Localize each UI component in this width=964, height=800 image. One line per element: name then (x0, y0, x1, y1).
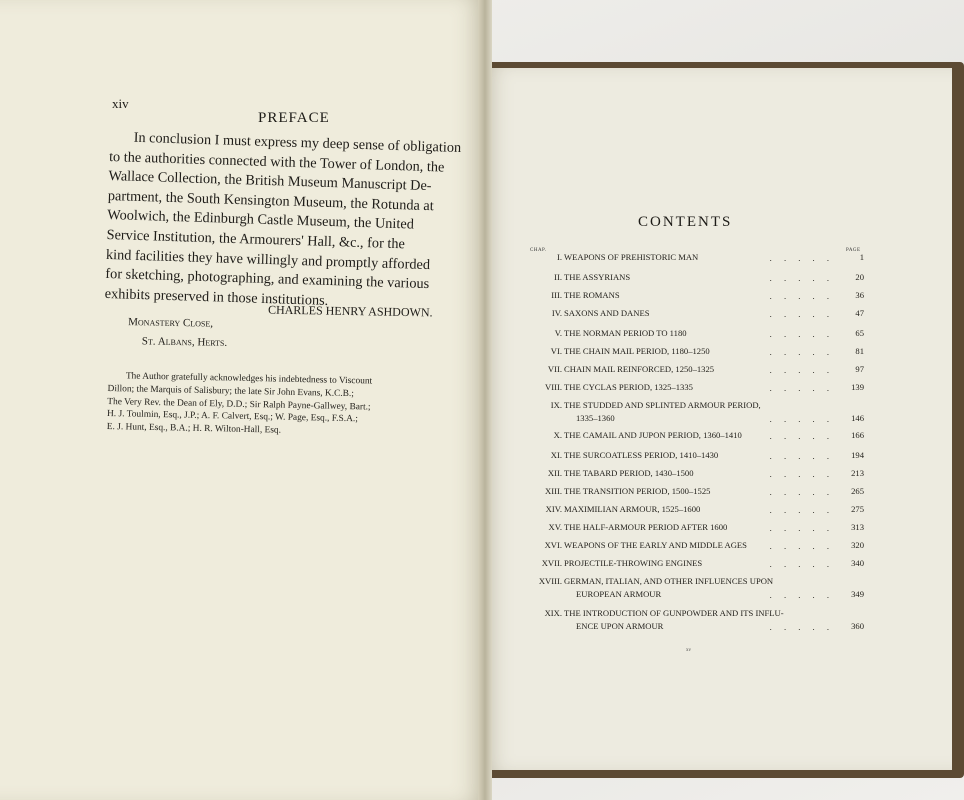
preface-line: Service Institution, the Armourers' Hall, &c., for the (106, 226, 406, 253)
preface-line: Wallace Collection, the British Museum Manuscript De- (108, 168, 432, 195)
chapter-page: 349 (851, 589, 864, 599)
chapter-number: X. (553, 430, 562, 440)
chapter-page: 360 (851, 621, 864, 631)
chapter-title: PROJECTILE-THROWING ENGINES (564, 558, 703, 568)
chapter-page: 146 (851, 413, 864, 423)
chapter-title: THE INTRODUCTION OF GUNPOWDER AND ITS INFLU- (564, 608, 784, 618)
chapter-title: MAXIMILIAN ARMOUR, 1525–1600 (564, 504, 701, 514)
chapter-number: VIII. (545, 382, 562, 392)
chapter-number: IX. (550, 400, 562, 410)
preface-line: for sketching, photographing, and examining the various (105, 266, 430, 293)
chapter-page: 47 (855, 308, 864, 318)
chapter-title: THE CHAIN MAIL PERIOD, 1180–1250 (564, 346, 710, 356)
chapter-page: 97 (855, 364, 864, 374)
leader-dots: . . . . . (769, 365, 834, 375)
chapter-number: XVII. (541, 558, 562, 568)
acknowledgement-line: The Very Rev. the Dean of Ely, D.D.; Sir Ralph Payne-Gallwey, Bart.; (107, 396, 371, 413)
chapter-page: 1 (859, 252, 864, 262)
preface-line: kind facilities they have willingly and promptly afforded (105, 246, 431, 273)
author-signature: CHARLES HENRY ASHDOWN. (267, 302, 433, 320)
leader-dots: . . . . . (769, 309, 834, 319)
page-label: PAGE (846, 248, 861, 253)
chapter-title: GERMAN, ITALIAN, AND OTHER INFLUENCES UPON (564, 576, 774, 586)
chapter-title: THE HALF-ARMOUR PERIOD AFTER 1600 (564, 522, 728, 532)
preface-line: to the authorities connected with the Tower of London, the (108, 148, 445, 176)
author-address (128, 313, 228, 353)
chapter-number: V. (554, 328, 562, 338)
folio-number: xv (686, 648, 691, 653)
chapter-page: 81 (855, 346, 864, 356)
leader-dots: . . . . . (769, 541, 834, 551)
chapter-number: VII. (547, 364, 562, 374)
chapter-number: II. (554, 272, 562, 282)
preface-heading: PREFACE (258, 110, 330, 126)
chapter-number: XII. (547, 468, 562, 478)
chapter-page: 139 (851, 382, 864, 392)
leader-dots: . . . . . (769, 347, 834, 357)
leader-dots: . . . . . (769, 253, 834, 263)
acknowledgements (107, 370, 458, 441)
chapter-title: THE CYCLAS PERIOD, 1325–1335 (564, 382, 693, 392)
chapter-number: XIII. (545, 486, 562, 496)
leader-dots: . . . . . (769, 590, 834, 600)
leader-dots: . . . . . (769, 329, 834, 339)
preface-line: exhibits preserved in those institutions. (104, 285, 329, 309)
leader-dots: . . . . . (769, 505, 834, 515)
chapter-title: THE TABARD PERIOD, 1430–1500 (564, 468, 694, 478)
right-page (486, 68, 952, 770)
acknowledgement-line: The Author gratefully acknowledges his indebtedness to Viscount (125, 371, 373, 387)
chapter-title: EUROPEAN ARMOUR (576, 589, 662, 599)
address-line: Monastery Close, (128, 316, 214, 330)
chapter-number: IV. (551, 308, 562, 318)
chapter-title: THE SURCOATLESS PERIOD, 1410–1430 (564, 450, 719, 460)
book-gutter (478, 0, 492, 800)
leader-dots: . . . . . (769, 291, 834, 301)
chapter-page: 20 (855, 272, 864, 282)
chapter-title: THE ASSYRIANS (564, 272, 631, 282)
chapter-number: XIX. (544, 608, 562, 618)
chapter-page: 213 (851, 468, 864, 478)
chapter-title: THE TRANSITION PERIOD, 1500–1525 (564, 486, 711, 496)
preface-line: partment, the South Kensington Museum, the Rotunda at (107, 187, 434, 214)
chapter-number: XI. (550, 450, 562, 460)
page-number: xiv (112, 96, 129, 111)
chapter-number: VI. (550, 346, 562, 356)
leader-dots: . . . . . (769, 383, 834, 393)
leader-dots: . . . . . (769, 523, 834, 533)
leader-dots: . . . . . (769, 414, 834, 424)
chapter-page: 320 (851, 540, 864, 550)
acknowledgement-line: E. J. Hunt, Esq., B.A.; H. R. Wilton-Hall, Esq. (106, 422, 282, 436)
chapter-number: XVIII. (538, 576, 562, 586)
chapter-number: III. (551, 290, 562, 300)
chapter-page: 275 (851, 504, 864, 514)
chapter-title: THE CAMAIL AND JUPON PERIOD, 1360–1410 (564, 430, 742, 440)
chapter-title: THE STUDDED AND SPLINTED ARMOUR PERIOD, (564, 400, 761, 410)
chapter-title: CHAIN MAIL REINFORCED, 1250–1325 (564, 364, 715, 374)
chapter-page: 194 (851, 450, 864, 460)
chapter-number: I. (556, 252, 562, 262)
chapter-title: THE ROMANS (564, 290, 620, 300)
chapter-number: XIV. (545, 504, 562, 514)
leader-dots: . . . . . (769, 622, 834, 632)
acknowledgement-line: H. J. Toulmin, Esq., J.P.; A. F. Calvert, Esq.; W. Page, Esq., F.S.A.; (106, 409, 358, 425)
leader-dots: . . . . . (769, 273, 834, 283)
preface-paragraph (104, 128, 462, 315)
preface-line: Woolwich, the Edinburgh Castle Museum, the United (107, 207, 415, 233)
leader-dots: . . . . . (769, 469, 834, 479)
chapter-page: 65 (855, 328, 864, 338)
chapter-number: XV. (548, 522, 562, 532)
chapter-title: ENCE UPON ARMOUR (576, 621, 664, 631)
leader-dots: . . . . . (769, 431, 834, 441)
chapter-page: 265 (851, 486, 864, 496)
leader-dots: . . . . . (769, 451, 834, 461)
chapter-number: XVI. (544, 540, 562, 550)
chapter-page: 313 (851, 522, 864, 532)
leader-dots: . . . . . (769, 487, 834, 497)
chapter-title: 1335–1360 (576, 413, 615, 423)
chapter-title: WEAPONS OF PREHISTORIC MAN (564, 252, 699, 262)
chapter-page: 166 (851, 430, 864, 440)
chapter-page: 36 (855, 290, 864, 300)
chapter-page: 340 (851, 558, 864, 568)
chapter-title: SAXONS AND DANES (564, 308, 650, 318)
chap-label: CHAP. (530, 248, 547, 253)
acknowledgement-line: Dillon; the Marquis of Salisbury; the late Sir John Evans, K.C.B.; (107, 383, 355, 399)
preface-line: In conclusion I must express my deep sense of obligation (133, 129, 462, 157)
chapter-title: WEAPONS OF THE EARLY AND MIDDLE AGES (564, 540, 747, 550)
leader-dots: . . . . . (769, 559, 834, 569)
contents-heading: CONTENTS (638, 214, 733, 230)
address-line: St. Albans, Herts. (141, 335, 228, 349)
chapter-title: THE NORMAN PERIOD TO 1180 (564, 328, 687, 338)
